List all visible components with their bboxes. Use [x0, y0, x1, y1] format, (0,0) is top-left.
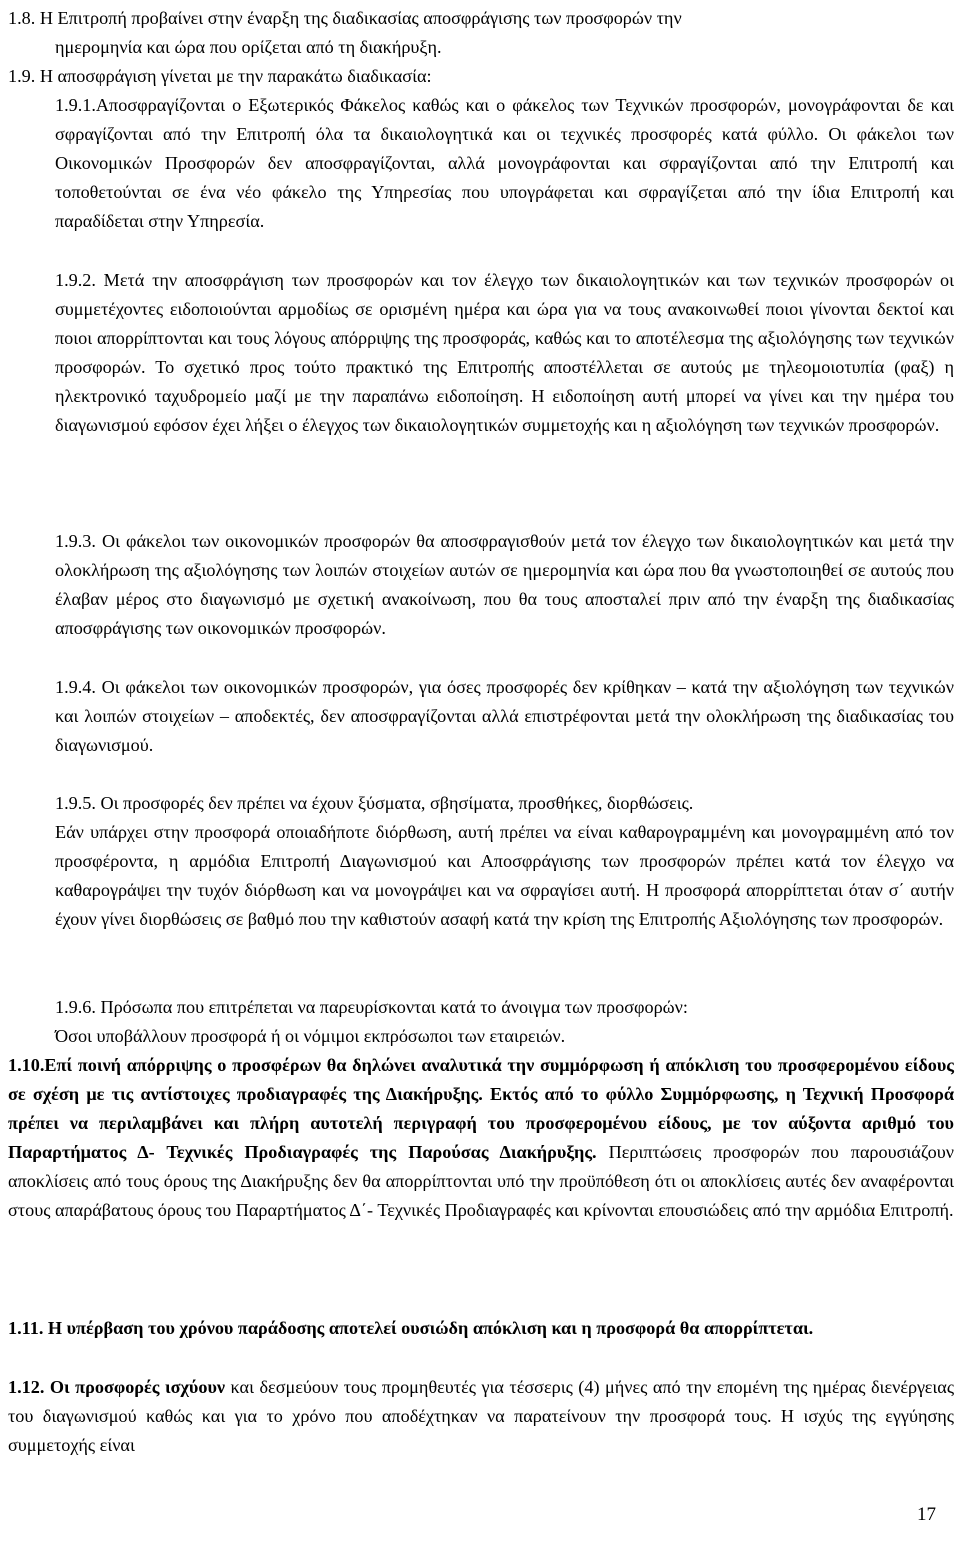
paragraph-1-9-3: 1.9.3. Οι φάκελοι των οικονομικών προσφορών θα αποσφραγισθούν μετά τον έλεγχο των δικαιολογητικών και μετά την ολοκλήρωση της αξιολόγησης των λοιπών στοιχείων αυτών σε ημερομηνία και ώρα που θα γνωστοποιηθεί σε αυτούς που έλαβαν μέρος στο διαγωνισμό με σχετική ανακοίνωση, που θα τους αποσταλεί πριν από την έναρξη της διαδικασίας αποσφράγισης των οικονομικών προσφορών. — [55, 531, 954, 639]
paragraph-1-9-4: 1.9.4. Οι φάκελοι των οικονομικών προσφορών, για όσες προσφορές δεν κρίθηκαν – κατά την αξιολόγηση των τεχνικών και λοιπών στοιχείων – αποδεκτές, δεν αποσφραγίζονται αλλά επιστρέφονται μετά την ολοκλήρωση της διαδικασίας του διαγωνισμού. — [55, 677, 954, 756]
paragraph-1-12 — [0, 1373, 960, 1460]
paragraph-1-9-6-body: Όσοι υποβάλλουν προσφορά ή οι νόμιμοι εκπρόσωποι των εταιρειών. — [55, 1026, 566, 1046]
paragraph-1-12-bold: 1.12. Οι προσφορές ισχύουν — [8, 1377, 226, 1397]
paragraph-1-9-6-heading: 1.9.6. Πρόσωπα που επιτρέπεται να παρευρίσκονται κατά το άνοιγμα των προσφορών: — [55, 997, 688, 1017]
paragraph-1-9-1: 1.9.1.Αποσφραγίζονται ο Εξωτερικός Φάκελος καθώς και ο φάκελος των Τεχνικών προσφορών, μονογράφονται δε και σφραγίζονται από την Επιτροπή όλα τα δικαιολογητικά και οι τεχνικές προσφορές κατά φύλλο. Οι φάκελοι των Οικονομικών Προσφορών δεν αποσφραγίζονται, αλλά μονογράφονται και σφραγίζονται από την Επιτροπή και τοποθετούνται σε ένα νέο φάκελο της Υπηρεσίας που υπογράφεται και σφραγίζεται από την ίδια Επιτροπή και παραδίδεται στην Υπηρεσία. — [55, 95, 954, 232]
paragraph-1-11: 1.11. Η υπέρβαση του χρόνου παράδοσης αποτελεί ουσιώδη απόκλιση και η προσφορά θα απορρίπτεται. — [8, 1318, 814, 1338]
paragraph-1-9-5-heading: 1.9.5. Οι προσφορές δεν πρέπει να έχουν ξύσματα, σβησίματα, προσθήκες, διορθώσεις. — [55, 793, 694, 813]
paragraph-1-10 — [0, 1051, 960, 1226]
paragraph-1-8-line-2: ημερομηνία και ώρα που ορίζεται από τη διακήρυξη. — [55, 37, 442, 57]
paragraph-1-9-5-body: Εάν υπάρχει στην προσφορά οποιαδήποτε διόρθωση, αυτή πρέπει να είναι καθαρογραμμένη και μονογραμμένη από τον προσφέροντα, η αρμόδια Επιτροπή Διαγωνισμού και Αποσφράγισης των προσφορών πρέπει κατά τον έλεγχο να καθαρογράψει την τυχόν διόρθωση και να μονογράψει και να σφραγίσει αυτή. Η προσφορά απορρίπτεται όταν σ΄ αυτήν έχουν γίνει διορθώσεις σε βαθμό που την καθιστούν ασαφή κατά την κρίση της Επιτροπής Αξιολόγησης των προσφορών. — [55, 822, 954, 930]
page-number: 17 — [917, 1504, 936, 1525]
paragraph-1-8-line-1: 1.8. Η Επιτροπή προβαίνει στην έναρξη της διαδικασίας αποσφράγισης των προσφορών την — [8, 8, 682, 28]
paragraph-1-9-2: 1.9.2. Μετά την αποσφράγιση των προσφορών και τον έλεγχο των δικαιολογητικών και των τεχνικών προσφορών οι συμμετέχοντες ειδοποιούνται αρμοδίως σε ορισμένη ημέρα και ώρα για να τους ανακοινωθεί ποιοι γίνονται δεκτοί και ποιοι απορρίπτονται και τους λόγους απόρριψης της προσφοράς, καθώς και το αποτέλεσμα της αξιολόγησης των τεχνικών προσφορών. Το σχετικό προς τούτο πρακτικό της Επιτροπής αποστέλλεται σε αυτούς με τηλεομοιοτυπία (φαξ) η ηλεκτρονικό ταχυδρομείο μαζί με την παραπάνω ειδοποίηση. Η ειδοποίηση αυτή μπορεί να γίνει και την ημέρα του διαγωνισμού εφόσον έχει λήξει ο έλεγχος των δικαιολογητικών συμμετοχής και η αξιολόγηση των τεχνικών προσφορών. — [55, 270, 954, 436]
paragraph-1-9: 1.9. Η αποσφράγιση γίνεται με την παρακάτω διαδικασία: — [8, 66, 432, 86]
paragraph-1-10-bold: 1.10.Επί ποινή απόρριψης ο προσφέρων θα δηλώνει αναλυτικά την συμμόρφωση ή απόκλιση του προσφερομένου είδους σε σχέση με τις αντίστοιχες προδιαγραφές της Διακήρυξης. Εκτός από το φύλλο Συμμόρφωσης, η Τεχνική Προσφορά πρέπει να περιλαμβάνει και πλήρη αυτοτελή περιγραφή του προσφερομένου είδους, με τον αύξοντα αριθμό του Παραρτήματος Δ- Τεχνικές Προδιαγραφές της Παρούσας Διακήρυξης. — [8, 1055, 954, 1163]
paragraph-1-12-text: και δεσμεύουν τους προμηθευτές για τέσσερις (4) μήνες από την επομένη της ημέρας διενέργειας του διαγωνισμού καθώς και για το χρόνο που αποδέχτηκαν να παρατείνουν την προσφορά τους. Η ισχύς της εγγύησης συμμετοχής είναι — [8, 1377, 955, 1456]
paragraph-1-10-text: Περιπτώσεις προσφορών που παρουσιάζουν αποκλίσεις από τους όρους της Διακήρυξης δεν θα απορρίπτονται υπό την προϋπόθεση ότι οι αποκλίσεις αυτές δεν αναφέρονται στους απαράβατους όρους του Παραρτήματος Δ΄- Τεχνικές Προδιαγραφές και κρίνονται επουσιώδεις από την αρμόδια Επιτροπή. — [8, 1142, 954, 1221]
